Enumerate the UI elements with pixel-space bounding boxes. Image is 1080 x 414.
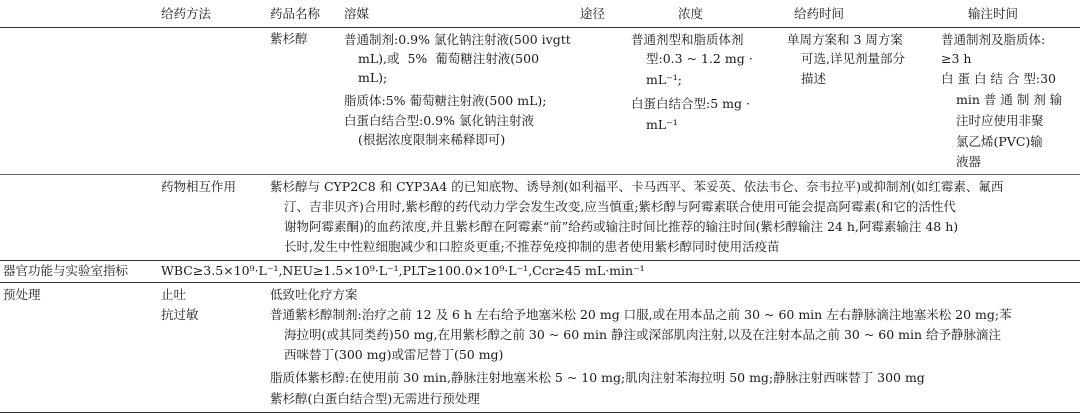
header-method: 给药方法: [161, 6, 212, 21]
concentration-line: 普通剂型和脂质体剂: [631, 32, 744, 47]
antiallergy-line: 脂质体紫杉醇:在使用前 30 min,静脉注射地塞米松 5 ~ 10 mg;肌肉注射苯海拉明 50 mg;静脉注射西咪替丁 300 mg: [270, 370, 925, 385]
solvent-line: 白蛋白结合型:0.9% 氯化钠注射液: [344, 113, 534, 128]
header-concentration: 浓度: [678, 6, 704, 21]
header-timing: 给药时间: [794, 6, 845, 21]
concentration-line: mL⁻¹: [646, 117, 678, 132]
solvent-line: mL);: [358, 70, 388, 85]
organ-value: WBC≥3.5×10⁹·L⁻¹,NEU≥1.5×10⁹·L⁻¹,PLT≥100.0×10⁹·L⁻¹,Ccr≥45 mL·min⁻¹: [161, 263, 645, 278]
interaction-line: 紫杉醇与 CYP2C8 和 CYP3A4 的已知底物、诱导剂(如利福平、卡马西平、苯妥英、依法韦仑、奈韦拉平)或抑制剂(如红霉素、氟西: [270, 179, 1004, 194]
row-rule-interaction: [0, 174, 1080, 175]
timing-line: 单周方案和 3 周方案: [787, 32, 903, 47]
infusion-line: 注时应使用非聚: [956, 113, 1044, 128]
infusion-line: ≥3 h: [941, 51, 972, 66]
timing-line: 可选,详见剂量部分: [801, 51, 905, 66]
antiallergy-label: 抗过敏: [161, 307, 199, 322]
concentration-line: 型:0.3 ~ 1.2 mg ·: [646, 51, 753, 66]
antiemetic-value: 低致吐化疗方案: [270, 287, 358, 302]
interaction-label: 药物相互作用: [161, 179, 237, 194]
row-rule-organ: [0, 260, 1080, 261]
concentration-line: 白蛋白结合型:5 mg ·: [631, 96, 750, 111]
header-solvent: 溶媒: [344, 6, 370, 21]
solvent-line: 普通制剂:0.9% 氯化钠注射液(500 ivgtt: [344, 32, 571, 47]
solvent-line: 脂质体:5% 葡萄糖注射液(500 mL);: [344, 93, 547, 108]
header-rule: [0, 27, 1080, 28]
bottom-rule: [0, 412, 1080, 413]
interaction-line: 汀、吉非贝齐)合用时,紫杉醇的药代动力学会发生改变,应当慎重;紫杉醇与阿霉素联合使用可能会提高阿霉素(和它的活性代: [284, 199, 956, 214]
antiallergy-line: 紫杉醇(白蛋白结合型)无需进行预处理: [270, 391, 480, 406]
solvent-line: mL),或 5% 葡萄糖注射液(500: [358, 51, 540, 66]
antiallergy-line: 普通紫杉醇制剂:治疗之前 12 及 6 h 左右给予地塞米松 20 mg 口服,或在用本品之前 30 ~ 60 min 左右静脉滴注地塞米松 20 mg;苯: [270, 307, 1012, 322]
antiallergy-line: 海拉明(或其同类药)50 mg,在用紫杉醇之前 30 ~ 60 min 静注或深部肌肉注射,以及在注射本品之前 30 ~ 60 min 给予静脉滴注: [284, 327, 1002, 342]
interaction-line: 谢物阿霉素酮)的血药浓度,并且紫杉醇在阿霉素“前”给药或输注时间比推荐的输注时间(紫杉醇输注 24 h,阿霉素输注 48 h): [284, 219, 959, 234]
infusion-line: 氯乙烯(PVC)输: [956, 134, 1043, 149]
interaction-line: 长时,发生中性粒细胞减少和口腔炎更重;不推荐免疫抑制的患者使用紫杉醇同时使用活疫苗: [284, 239, 780, 254]
header-drug: 药品名称: [270, 6, 321, 21]
infusion-line: 液器: [956, 154, 982, 169]
pretreat-label: 预处理: [3, 287, 41, 302]
infusion-line: min 普 通 制 剂 输: [956, 92, 1063, 107]
organ-label: 器官功能与实验室指标: [3, 263, 129, 278]
header-route: 途径: [580, 6, 606, 21]
antiemetic-label: 止吐: [161, 287, 187, 302]
drug-name: 紫杉醇: [270, 31, 308, 46]
concentration-line: mL⁻¹;: [646, 72, 682, 87]
header-infusion: 输注时间: [968, 6, 1019, 21]
solvent-line: (根据浓度限制来稀释即可): [358, 132, 506, 147]
infusion-line: 白 蛋 白 结 合 型:30: [941, 71, 1056, 86]
antiallergy-line: 西咪替丁(300 mg)或雷尼替丁(50 mg): [284, 347, 504, 362]
row-rule-pretreat: [0, 282, 1080, 283]
timing-line: 描述: [801, 71, 827, 86]
infusion-line: 普通制剂及脂质体:: [941, 32, 1046, 47]
